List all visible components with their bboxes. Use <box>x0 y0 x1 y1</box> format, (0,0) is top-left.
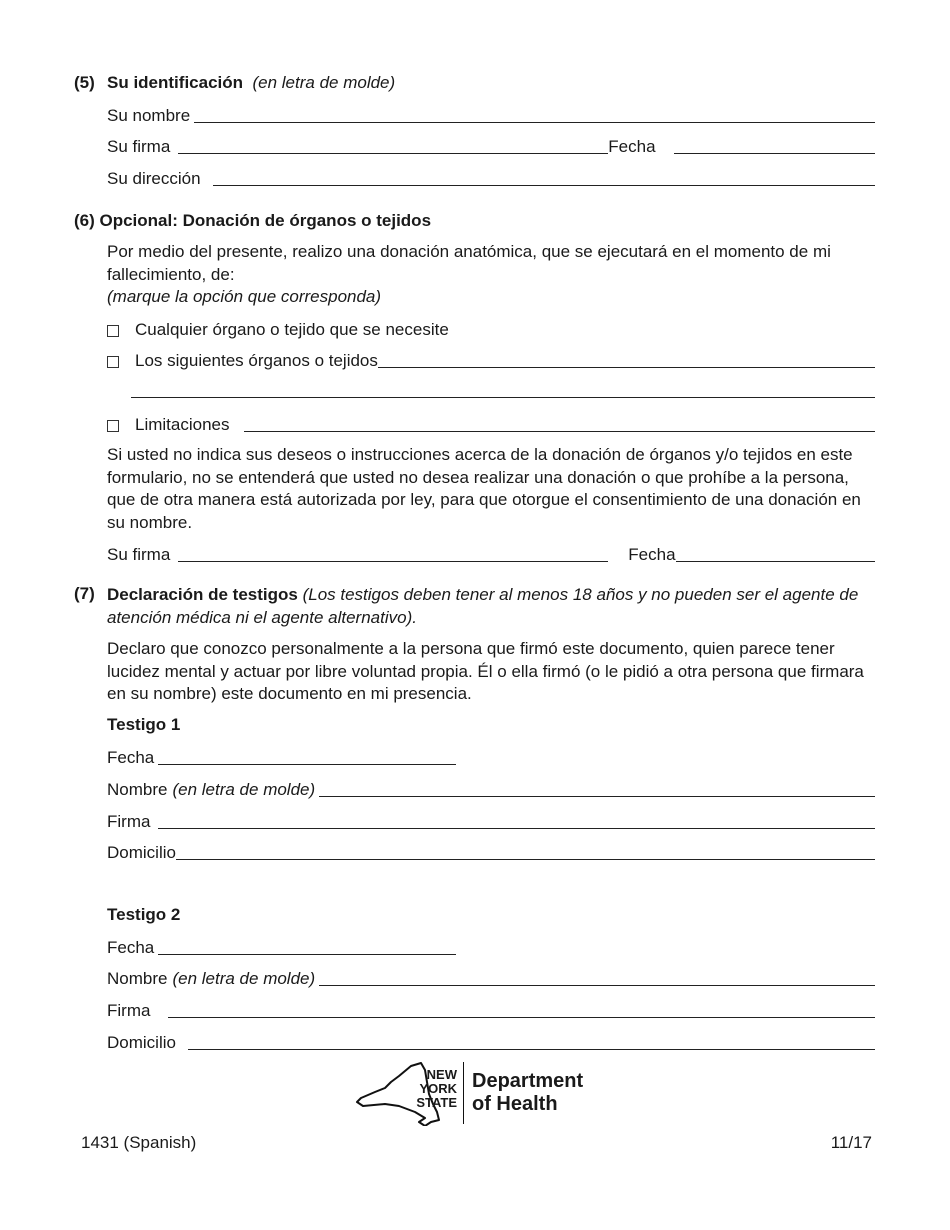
form-version: 11/17 <box>830 1133 872 1152</box>
nys-wordmark-line-3: STATE <box>416 1095 457 1110</box>
nys-wordmark <box>413 1068 457 1110</box>
witness-2-signature-label: Firma <box>107 1001 151 1020</box>
donation-signature-row <box>107 543 875 565</box>
donation-option-limitations <box>107 413 875 435</box>
section-6-intro-note: (marque la opción que corresponda) <box>107 287 382 306</box>
doh-wordmark-line-2: of Health <box>472 1093 558 1115</box>
option-limitations-label: Limitaciones <box>135 415 230 434</box>
witness-1-name-note: (en letra de molde) <box>172 780 316 799</box>
witness-2-date-label: Fecha <box>107 938 155 957</box>
donation-option-any <box>107 318 875 340</box>
your-address-label: Su dirección <box>107 169 201 188</box>
checkbox-any-organ[interactable] <box>107 325 119 337</box>
section-5-number: (5) <box>74 73 95 92</box>
section-5-title-note: (en letra de molde) <box>252 73 396 92</box>
witness-1-address-row <box>107 841 875 863</box>
witness-1-signature-label: Firma <box>107 812 151 831</box>
witness-1-date-row <box>107 746 875 768</box>
witness-2-address-row <box>107 1031 875 1053</box>
witness-1-name-row <box>107 778 875 800</box>
section-7-title: Declaración de testigos <box>107 585 298 604</box>
nys-wordmark-line-2: YORK <box>419 1081 457 1096</box>
witness-1-name-label: Nombre <box>107 780 168 799</box>
donation-option-specific <box>107 349 875 371</box>
witness-2-title: Testigo 2 <box>107 905 181 924</box>
section-6-intro-text: Por medio del presente, realizo una donación anatómica, que se ejecutará en el momento de mi fallecimiento, de: <box>107 242 831 284</box>
your-signature-date-label: Fecha <box>608 137 656 156</box>
witness-1-date-label: Fecha <box>107 748 155 767</box>
your-signature-row <box>107 135 875 157</box>
specific-organs-field-line-2[interactable] <box>131 397 875 398</box>
section-7-heading <box>107 584 877 629</box>
checkbox-limitations[interactable] <box>107 420 119 432</box>
your-signature-field[interactable] <box>178 152 608 154</box>
witness-1-date-field[interactable] <box>158 763 456 765</box>
nys-doh-logo <box>355 1060 600 1128</box>
witness-2-address-field[interactable] <box>188 1048 875 1050</box>
option-any-organ-label: Cualquier órgano o tejido que se necesite <box>135 320 449 339</box>
section-5-title: Su identificación <box>107 73 244 92</box>
nys-wordmark-line-1: NEW <box>426 1067 457 1082</box>
your-signature-date-field[interactable] <box>674 152 875 154</box>
section-7-number: (7) <box>74 584 95 603</box>
section-7-title-note: (Los testigos deben tener al menos 18 años y no pueden ser el agente de atención médica ni el agente alternativo). <box>107 585 859 627</box>
witness-2-signature-field[interactable] <box>168 1016 875 1018</box>
form-id: 1431 (Spanish) <box>81 1133 197 1152</box>
logo-divider <box>463 1062 464 1124</box>
witness-1-title: Testigo 1 <box>107 715 181 734</box>
your-address-field[interactable] <box>213 184 875 186</box>
witness-1-signature-field[interactable] <box>158 827 875 829</box>
your-name-field[interactable] <box>194 121 875 123</box>
witness-2-signature-row <box>107 999 875 1021</box>
your-name-label: Su nombre <box>107 106 191 125</box>
your-signature-label: Su firma <box>107 137 171 156</box>
donation-date-label: Fecha <box>628 545 676 564</box>
witness-2-name-note: (en letra de molde) <box>172 969 316 988</box>
witness-1-name-field[interactable] <box>319 795 875 797</box>
checkbox-specific-organs[interactable] <box>107 356 119 368</box>
section-5-heading <box>107 73 395 93</box>
limitations-field[interactable] <box>244 430 876 432</box>
your-name-row <box>107 104 875 126</box>
donation-signature-label: Su firma <box>107 545 171 564</box>
witness-2-name-field[interactable] <box>319 984 875 986</box>
option-specific-organs-label: Los siguientes órganos o tejidos <box>135 351 378 370</box>
witness-statement: Declaro que conozco personalmente a la persona que firmó este documento, quien parece tener lucidez mental y actuar por libre voluntad propia. Él o ella firmó (o le pidió a otra persona que firmara en su nombre) este documento en mi presencia. <box>107 639 864 703</box>
witness-2-address-label: Domicilio <box>107 1033 176 1052</box>
witness-2-date-row <box>107 936 875 958</box>
witness-2-name-label: Nombre <box>107 969 168 988</box>
donation-signature-field[interactable] <box>178 560 608 562</box>
your-address-row <box>107 167 875 189</box>
doh-wordmark-line-1: Department <box>472 1070 584 1092</box>
witness-2-date-field[interactable] <box>158 953 456 955</box>
section-6-title: (6) Opcional: Donación de órganos o tejidos <box>74 211 432 230</box>
doh-wordmark <box>472 1070 583 1116</box>
witness-1-signature-row <box>107 810 875 832</box>
specific-organs-field[interactable] <box>378 366 875 368</box>
donation-notice: Si usted no indica sus deseos o instrucciones acerca de la donación de órganos y/o tejidos en este formulario, no se entenderá que usted no desea realizar una donación o que prohíbe a la persona, que de otra manera está autorizada por ley, para que otorgue el consentimiento de una donación en su nombre. <box>107 445 861 532</box>
witness-1-address-label: Domicilio <box>107 843 176 862</box>
witness-1-address-field[interactable] <box>176 858 875 860</box>
section-6-intro <box>107 241 877 309</box>
witness-2-name-row <box>107 967 875 989</box>
donation-date-field[interactable] <box>676 560 875 562</box>
